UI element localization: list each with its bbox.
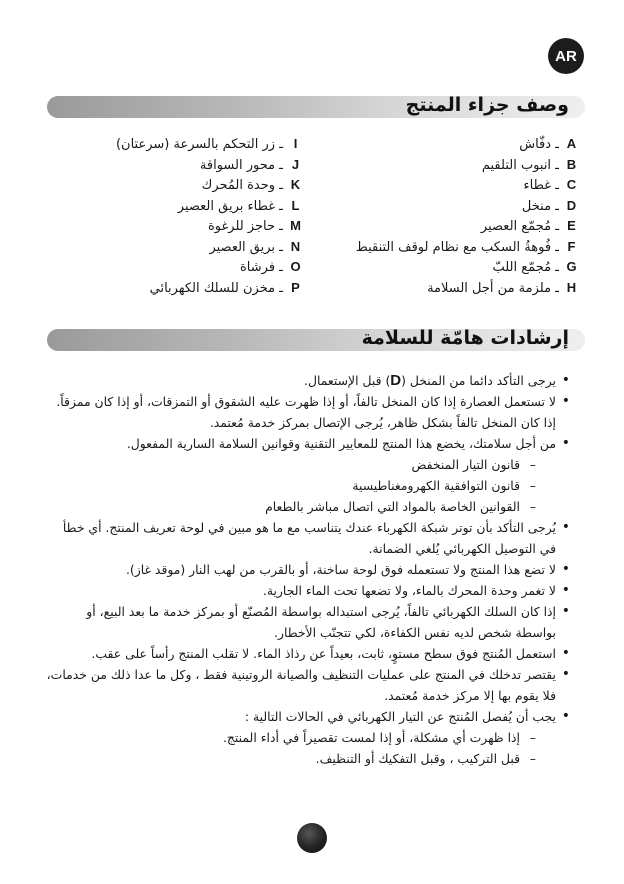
part-description: ـ زر التحكم بالسرعة (سرعتان) bbox=[115, 137, 283, 152]
part-letter: D bbox=[566, 197, 577, 213]
part-letter: H bbox=[566, 279, 577, 295]
page-indicator bbox=[297, 823, 327, 853]
safety-item: • يقتصر تدخلك في المنتج على عمليات التنظيف والصيانة الروتينية فقط ، وكل ما عدا ذلك من خدمات، فلا يقوم بها إلا مركز خدمة مُعتمد. bbox=[44, 664, 570, 706]
part-letter: P bbox=[291, 279, 300, 295]
parts-list-right bbox=[356, 134, 584, 298]
safety-subitem: – إذا ظهرت أي مشكلة، أو إذا لمست تقصيراً في أداء المنتج. bbox=[44, 727, 570, 748]
safety-item: • يُرجى التأكد بأن توتر شبكة الكهرباء عندك يتناسب مع ما هو مبين في لوحة تعريف المنتج. أي خطأ في التوصيل الكهربائي يُلغي الضمانة. bbox=[44, 517, 570, 559]
part-item-g bbox=[356, 257, 584, 278]
part-item-j bbox=[116, 155, 308, 176]
parts-list-left bbox=[116, 134, 308, 298]
safety-item: • لا تستعمل العصارة إذا كان المنخل تالفاً، أو إذا ظهرت عليه الشقوق أو التمزقات، أو إذا كان ممزقاً. إذا كان المنخل تالفاً بشكل ظاهر، يُرجى الإتصال بمركز خدمة مُعتمد. bbox=[44, 391, 570, 433]
part-description: ـ مُجمّع العصير bbox=[480, 219, 559, 234]
safety-instructions-list bbox=[44, 370, 570, 769]
part-item-m bbox=[116, 216, 308, 237]
part-item-b bbox=[356, 155, 584, 176]
part-letter: G bbox=[566, 259, 577, 274]
safety-subitem: – القوانين الخاصة بالمواد التي اتصال مباشر بالطعام bbox=[44, 496, 570, 517]
part-letter: O bbox=[290, 259, 301, 274]
part-description: ـ ملزمة من أجل السلامة bbox=[427, 280, 559, 296]
part-item-a bbox=[356, 134, 584, 155]
part-letter: C bbox=[566, 177, 577, 192]
part-description: ـ انبوب التلقيم bbox=[481, 157, 559, 173]
safety-item: • لا تضع هذا المنتج ولا تستعمله فوق لوحة ساخنة، أو بالقرب من لهب النار (موقد غاز). bbox=[44, 559, 570, 580]
safety-section-title: إرشادات هامّة للسلامة bbox=[361, 327, 569, 349]
part-description: ـ فُوهةُ السكب مع نظام لوقف التنقيط bbox=[355, 239, 559, 255]
part-item-p bbox=[116, 278, 308, 299]
part-description: ـ غطاء bbox=[523, 178, 559, 193]
part-description: ـ فرشاة bbox=[240, 260, 283, 275]
safety-subitem: – قانون التيار المنخفض bbox=[44, 454, 570, 475]
safety-item: • من أجل سلامتك، يخضع هذا المنتج للمعايير التقنية وقوانين السلامة السارية المفعول. bbox=[44, 433, 570, 454]
part-letter: B bbox=[566, 156, 577, 172]
part-item-d bbox=[356, 196, 584, 217]
language-badge: AR bbox=[548, 38, 584, 74]
part-description: ـ بريق العصير bbox=[209, 239, 283, 255]
part-item-i bbox=[116, 134, 308, 155]
part-letter: E bbox=[567, 218, 576, 233]
part-letter-d: D bbox=[390, 372, 402, 389]
part-item-h bbox=[356, 278, 584, 299]
part-description: ـ حاجز للرغوة bbox=[207, 219, 283, 234]
safety-item: • استعمل المُنتج فوق سطح مستوٍ، ثابت، بعيداً عن رذاذ الماء. لا تقلب المنتج رأساً على عقب. bbox=[44, 643, 570, 664]
part-description: ـ مخزن للسلك الكهربائي bbox=[149, 280, 283, 296]
safety-item: • لا تغمر وحدة المحرك بالماء، ولا تضعها تحت الماء الجارية. bbox=[44, 580, 570, 601]
safety-item: • إذا كان السلك الكهربائي تالفاً، يُرجى استبداله بواسطة المُصنّع أو بمركز خدمة ما بعد البيع، أو بواسطة شخص لديه نفس الكفاءة، لكي تتجنّب الأخطار. bbox=[44, 601, 570, 643]
part-letter: M bbox=[290, 218, 301, 233]
part-item-e bbox=[356, 216, 584, 237]
safety-item: • يجب أن يُفصل المُنتج عن التيار الكهربائي في الحالات التالية : bbox=[44, 706, 570, 727]
part-item-o bbox=[116, 257, 308, 278]
part-letter: I bbox=[293, 136, 298, 151]
safety-item-check-sieve: • يرجى التأكد دائما من المنخل (D) قبل الإستعمال. bbox=[44, 370, 570, 391]
part-description: ـ مُجمّع اللبّ bbox=[492, 260, 559, 275]
part-letter: A bbox=[566, 136, 577, 151]
safety-subitem: – قانون التوافقية الكهرومغناطيسية bbox=[44, 475, 570, 496]
part-item-n bbox=[116, 237, 308, 258]
part-item-k bbox=[116, 175, 308, 196]
part-item-c bbox=[356, 175, 584, 196]
part-letter: K bbox=[290, 177, 301, 192]
part-description: ـ دفّاش bbox=[519, 137, 559, 152]
part-description: ـ منخل bbox=[521, 198, 559, 214]
part-description: ـ وحدة المُحرك bbox=[201, 178, 283, 193]
part-description: ـ غطاء بريق العصير bbox=[177, 198, 283, 214]
safety-subitem: – قبل التركيب ، وقبل التفكيك أو التنظيف. bbox=[44, 748, 570, 769]
part-description: ـ محور السواقة bbox=[199, 157, 283, 173]
part-letter: N bbox=[290, 238, 301, 254]
part-item-f bbox=[356, 237, 584, 258]
part-letter: L bbox=[291, 197, 300, 213]
part-letter: J bbox=[291, 156, 300, 172]
part-letter: F bbox=[567, 238, 576, 254]
parts-section-title: وصف جزاء المنتج bbox=[405, 94, 569, 116]
part-item-l bbox=[116, 196, 308, 217]
